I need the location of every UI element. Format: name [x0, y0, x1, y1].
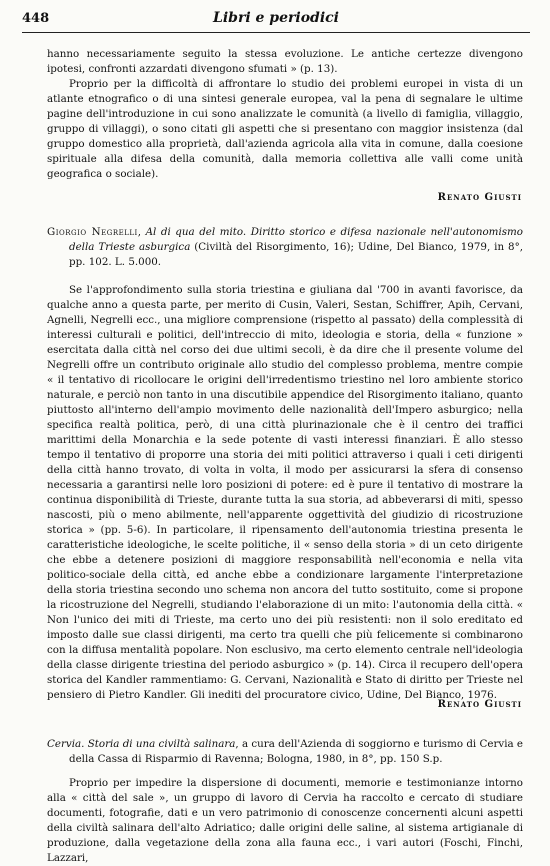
- review-signature: Renato Giusti: [437, 192, 522, 203]
- running-head: Libri e periodici: [213, 10, 339, 26]
- bibliographic-entry: Giorgio Negrelli, Al di qua del mito. Diritto storico e difesa nazionale nell'autonomismo della Trieste asburgica (Civiltà del Risorgimento, 16); Udine, Del Bianco, 1979, in 8°, pp. 102. L. 5.000.: [47, 226, 523, 268]
- review-body: [47, 776, 523, 866]
- book-author: Giorgio Negrelli: [47, 226, 138, 238]
- paragraph: Proprio per impedire la dispersione di documenti, memorie e testimonianze intorno alla « città del sale », un gruppo di lavoro di Cervia ha raccolto e cercato di studiare documenti, fotografie, dati e un vero patrimonio di conoscenze concernenti alcuni aspetti della civiltà salinara dell'alto Adriatico; dalle origini delle saline, al sistema artigianale di produzione, dalla vegetazione della zona alla fauna ecc., i vari autori (Foschi, Finchi, Lazzari,: [47, 777, 523, 864]
- publication-details: , a cura dell'Azienda di soggiorno e turismo di Cervia e della Cassa di Risparmio di Ravenna; Bologna, 1980, in 8°, pp. 150 S.p.: [69, 738, 524, 765]
- book-title: Al di qua del mito. Diritto storico e difesa nazionale nell'autonomismo della Trieste asburgica: [69, 226, 523, 253]
- paragraph: Se l'approfondimento sulla storia triestina e giuliana dal '700 in avanti favorisce, da qualche anno a questa parte, per merito di Cusin, Valeri, Sestan, Schiffrer, Apih, Cervani, Agnelli, Negrelli ecc., una migliore comprensione (rispetto al passato) della complessità di interessi culturali e politici, dell'intreccio di mito, ideologia e storia, della « funzione » esercitata dalla città nel corso dei due ultimi secoli, è da dire che il presente volume del Negrelli offre un contributo originale allo studio del complesso problema, mentre compie « il tentativo di ricollocare le origini dell'irredentismo triestino nel loro ambiente storico naturale, e perciò non tanto in una discutibile appendice del Risorgimento italiano, quanto piuttosto all'interno dell'ampio movimento delle nazionalità dell'Impero asburgico; nella specifica realtà politica, però, di una città plurinazionale che è il centro dei traffici marittimi della Monarchia e la sede potente di vasti interessi finanziari. È allo stesso tempo il tentativo di proporre una storia dei miti politici attraverso i quali i ceti dirigenti della città hanno trovato, di volta in volta, il modo per assicurarsi la sfera di consenso necessaria a garantirsi nelle loro posizioni di potere: ed è pure il tentativo di mostrare la continua disponibilità di Trieste, durante tutta la sua storia, ad abbeverarsi di miti, spesso nascosti, più o meno abilmente, nell'apparente oggettività del giudizio di ricostruzione storica » (pp. 5-6). In particolare, il ripensamento dell'autonomia triestina presenta le caratteristiche ideologiche, le scelte politiche, il « senso della storia » di un ceto dirigente che ebbe a detenere posizioni di maggiore responsabilità nell'economia e nella vita politico-sociale della città, ed anche ebbe a condizionare largamente l'interpretazione della storia triestina secondo uno schema non ancora del tutto sostituito, come si propone la ricostruzione del Negrelli, studiando l'elaborazione di un mito: l'autonomia della città. « Non l'unico dei miti di Trieste, ma certo uno dei più resistenti: non il solo ereditato ed imposto dalle sue classi dirigenti, ma certo tra quelli che più felicemente si combinarono con la diffusa mentalità popolare. Non esclusivo, ma certo elemento centrale nell'ideologia della classe dirigente triestina del periodo asburgico » (p. 14). Circa il recupero dell'opera storica del Kandler rammentiamo: G. Cervani, Nazionalità e Stato di diritto per Trieste nel pensiero di Pietro Kandler. Gli inediti del procuratore civico, Udine, Del Bianco, 1976.: [47, 284, 523, 701]
- paragraph: hanno necessariamente seguito la stessa evoluzione. Le antiche certezze divengono ipotesi, confronti azzardati divengono sfumati » (p. 13).: [47, 48, 523, 75]
- paragraph: Proprio per la difficoltà di affrontare lo studio dei problemi europei in vista di un atlante etnografico o di una sintesi generale europea, val la pena di segnalare le ultime pagine dell'introduzione in cui sono analizzate le comunità (a livello di famiglia, villaggio, gruppo di villaggi), o sono citati gli aspetti che si presentano con maggior insistenza (dal gruppo domestico alla proprietà, dall'azienda agricola alla vita in comune, dalla coesione spirituale alla difesa della comunità, dalla memoria collettiva alle valli come unità geografica o sociale).: [47, 78, 523, 180]
- book-title: Cervia. Storia di una civiltà salinara: [47, 738, 236, 750]
- publication-details: (Civiltà del Risorgimento, 16); Udine, Del Bianco, 1979, in 8°, pp. 102. L. 5.000.: [69, 241, 523, 268]
- previous-review-end: [47, 47, 523, 182]
- review-signature: Renato Giusti: [437, 699, 522, 710]
- page-header: [22, 8, 530, 33]
- page-number: 448: [22, 11, 50, 26]
- bibliographic-entry: [47, 737, 523, 767]
- review-body: [47, 283, 523, 703]
